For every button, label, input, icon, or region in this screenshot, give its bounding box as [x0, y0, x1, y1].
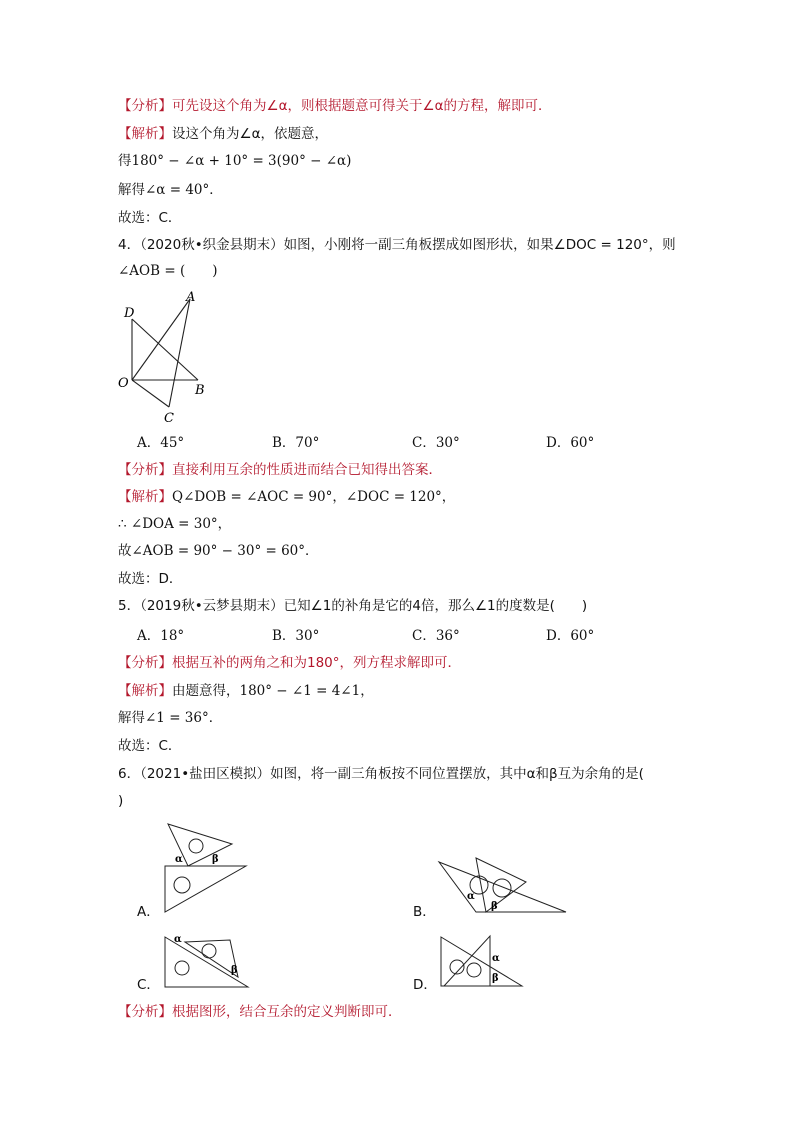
q6-label-b[interactable]: B． — [413, 904, 436, 920]
q6-stem-line1: 6．（2021•盐田区模拟）如图，将一副三角板按不同位置摆放，其中α和β互为余角的是( — [118, 766, 644, 782]
q4-option-b[interactable]: B．70° — [272, 435, 320, 451]
q4-label-b: B — [195, 383, 205, 398]
q6-a-large-hole — [174, 877, 190, 893]
q6-c-small-hole — [202, 944, 216, 958]
q5-option-c[interactable]: C．36° — [412, 628, 460, 644]
q5-stem: 5．（2019秋•云梦县期末）已知∠1的补角是它的4倍，那么∠1的度数是( ) — [118, 598, 588, 614]
q6-b-large-triangle — [439, 862, 566, 912]
q5-answer: 故选：C． — [118, 738, 182, 754]
q5-analysis — [118, 654, 461, 672]
q6-analysis — [118, 1003, 402, 1021]
analysis-text: 直接利用互余的性质进而结合已知得出答案． — [172, 462, 442, 478]
block1-analysis — [118, 97, 552, 115]
q4-segment-ac — [169, 299, 190, 407]
block1-eq1: 得180° − ∠α + 10° = 3(90° − ∠α) — [118, 153, 352, 169]
q5-option-a[interactable]: A．18° — [137, 628, 185, 644]
solution-tag: 【解析】 — [118, 126, 172, 142]
q4-stem-line2: ∠AOB = ( ) — [118, 263, 218, 279]
q6-d-beta: β — [492, 973, 499, 984]
q6-b-hole-2 — [493, 879, 511, 897]
block1-solution — [118, 125, 328, 143]
block1-answer: 故选：C． — [118, 210, 182, 226]
q6-a-beta: β — [212, 854, 219, 865]
q6-label-a[interactable]: A． — [137, 904, 160, 920]
q6-figure-a[interactable] — [160, 820, 255, 915]
q4-solution — [118, 488, 455, 506]
q4-segment-db — [132, 319, 198, 380]
q4-label-o: O — [118, 376, 129, 391]
analysis-tag: 【分析】 — [118, 655, 172, 671]
q6-c-beta: β — [231, 965, 238, 976]
q6-label-c[interactable]: C． — [137, 977, 160, 993]
q6-b-alpha: α — [467, 891, 475, 902]
q6-a-large-triangle — [165, 866, 246, 912]
analysis-tag: 【分析】 — [118, 1004, 172, 1020]
solution-tag: 【解析】 — [118, 489, 172, 505]
q5-step1: 解得∠1 = 36°． — [118, 710, 223, 726]
q6-b-beta: β — [491, 901, 498, 912]
q4-option-a[interactable]: A．45° — [137, 435, 185, 451]
q6-stem-line2: ) — [118, 793, 124, 809]
solution-text: 由题意得，180° − ∠1 = 4∠1， — [172, 683, 374, 699]
q6-d-alpha: α — [492, 953, 500, 964]
q6-figure-c[interactable] — [160, 932, 255, 992]
q6-figure-d[interactable] — [436, 932, 526, 992]
q6-figure-b[interactable] — [436, 852, 571, 917]
q4-step1: ∴ ∠DOA = 30°， — [118, 516, 232, 532]
solution-text: 设这个角为∠α，依题意， — [172, 126, 329, 142]
q4-label-a: A — [186, 290, 196, 305]
solution-text: Q∠DOB = ∠AOC = 90°，∠DOC = 120°， — [172, 489, 456, 505]
q4-stem-line1: 4．（2020秋•织金县期末）如图，小刚将一副三角板摆成如图形状，如果∠DOC = 120°，则 — [118, 237, 676, 253]
q5-option-b[interactable]: B．30° — [272, 628, 320, 644]
q6-a-small-hole — [189, 839, 203, 853]
q4-segment-oa — [132, 299, 190, 380]
q6-d-hole-2 — [467, 963, 481, 977]
q4-option-c[interactable]: C．30° — [412, 435, 460, 451]
analysis-text: 根据互补的两角之和为180°，列方程求解即可． — [172, 655, 462, 671]
q4-label-d: D — [124, 306, 135, 321]
q4-step2: 故∠AOB = 90° − 30° = 60°． — [118, 543, 319, 559]
analysis-text: 根据图形，结合互余的定义判断即可． — [172, 1004, 402, 1020]
q6-b-small-triangle — [476, 858, 526, 912]
q4-analysis — [118, 461, 442, 479]
q4-segment-oc — [132, 380, 169, 407]
q5-solution — [118, 682, 374, 700]
analysis-tag: 【分析】 — [118, 462, 172, 478]
analysis-text: 可先设这个角为∠α，则根据题意可得关于∠α的方程，解即可． — [172, 98, 552, 114]
q4-answer: 故选：D． — [118, 571, 183, 587]
q5-option-d[interactable]: D．60° — [546, 628, 595, 644]
q6-a-alpha: α — [175, 854, 183, 865]
block1-eq2: 解得∠α = 40°． — [118, 182, 223, 198]
q4-figure — [110, 285, 220, 430]
q6-label-d[interactable]: D． — [413, 977, 437, 993]
q4-option-d[interactable]: D．60° — [546, 435, 595, 451]
analysis-tag: 【分析】 — [118, 98, 172, 114]
solution-tag: 【解析】 — [118, 683, 172, 699]
q6-c-large-hole — [175, 961, 189, 975]
q6-c-alpha: α — [174, 934, 182, 945]
q4-label-c: C — [164, 411, 174, 426]
